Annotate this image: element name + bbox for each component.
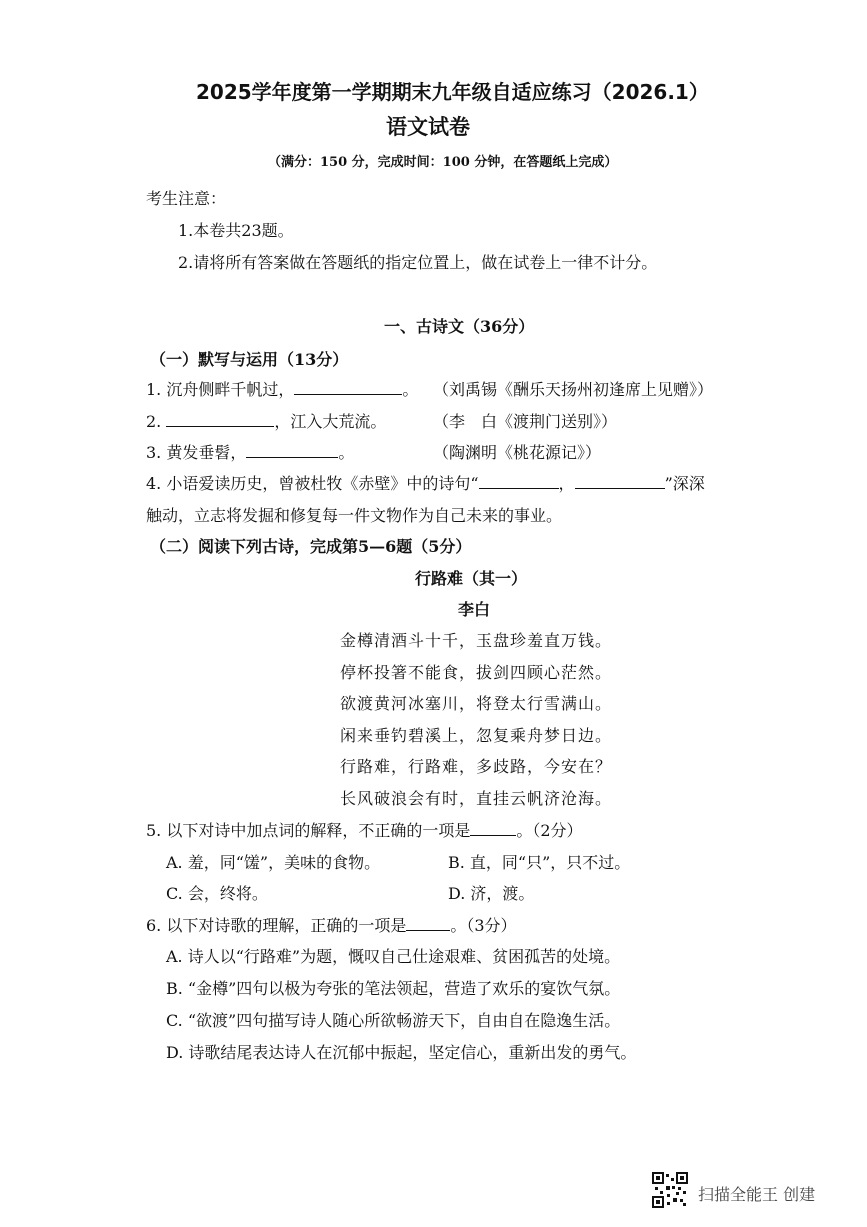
option-5a: A. 羞，同“馐”，美味的食物。: [166, 853, 381, 872]
option-6c: C. “欲渡”四句描写诗人随心所欲畅游天下，自由自在隐逸生活。: [166, 1011, 621, 1030]
notice-label: 考生注意：: [146, 189, 227, 208]
answer-blank-5: [470, 819, 516, 836]
option-5c: C. 会，终将。: [166, 884, 268, 903]
notice-item-1: 1.本卷共23题。: [178, 221, 294, 240]
qr-code-icon: [652, 1172, 688, 1208]
poem-line: 行路难，行路难，多歧路，今安在？: [340, 757, 613, 776]
exam-title: 2025学年度第一学期期末九年级自适应练习（2026.1）: [196, 80, 709, 104]
poem-author: 李白: [458, 600, 491, 619]
question-6: [146, 913, 517, 936]
poem-title: 行路难（其一）: [415, 569, 528, 588]
question-2-source: （李 白《渡荆门送别》）: [433, 412, 618, 431]
answer-blank-4a: [479, 472, 559, 489]
answer-blank-2: [166, 410, 274, 427]
question-3-source: （陶渊明《桃花源记》）: [433, 443, 602, 462]
question-1-source: （刘禹锡《酬乐天扬州初逢席上见赠》）: [433, 380, 714, 399]
part2-title: （二）阅读下列古诗，完成第5—6题（5分）: [150, 537, 472, 556]
question-6-stem: 6. 以下对诗歌的理解，正确的一项是: [146, 916, 407, 935]
exam-subtitle: 语文试卷: [386, 115, 470, 139]
question-2-text: ，江入大荒流。: [274, 412, 387, 431]
poem-line: 金樽清酒斗十千，玉盘珍羞直万钱。: [340, 631, 613, 650]
question-3-end: 。: [338, 443, 355, 462]
question-3-text: 3. 黄发垂髫，: [146, 443, 247, 462]
question-2-num: 2.: [146, 412, 162, 431]
question-5-score: 。（2分）: [516, 821, 583, 840]
scanner-watermark: 扫描全能王 创建: [698, 1185, 816, 1204]
question-4-end: ”深深: [664, 474, 705, 493]
poem-line: 闲来垂钓碧溪上，忽复乘舟梦日边。: [340, 726, 613, 745]
answer-blank-1: [294, 378, 402, 395]
question-3: [146, 440, 354, 463]
question-4-line2: 触动，立志将发掘和修复每一件文物作为自己未来的事业。: [146, 506, 563, 525]
question-1: [146, 377, 418, 400]
question-4-text: 4. 小语爱读历史，曾被杜牧《赤壁》中的诗句“: [146, 474, 479, 493]
question-1-text: 1. 沉舟侧畔千帆过，: [146, 380, 295, 399]
question-4: [146, 471, 705, 494]
option-6d: D. 诗歌结尾表达诗人在沉郁中振起，坚定信心，重新出发的勇气。: [166, 1043, 637, 1062]
notice-item-2: 2.请将所有答案做在答题纸的指定位置上，做在试卷上一律不计分。: [178, 253, 658, 272]
answer-blank-3: [246, 441, 338, 458]
question-5: [146, 818, 583, 841]
option-5d: D. 济，渡。: [448, 884, 535, 903]
part1-title: （一）默写与运用（13分）: [150, 350, 349, 369]
question-1-end: 。: [402, 380, 419, 399]
poem-line: 停杯投箸不能食，拔剑四顾心茫然。: [340, 663, 613, 682]
question-4-mid: ，: [558, 474, 575, 493]
section-title: 一、古诗文（36分）: [384, 317, 535, 336]
answer-blank-4b: [575, 472, 665, 489]
option-5b: B. 直，同“只”，只不过。: [448, 853, 631, 872]
poem-line: 欲渡黄河冰塞川，将登太行雪满山。: [340, 694, 613, 713]
exam-note: （满分：150 分，完成时间：100 分钟，在答题纸上完成）: [268, 155, 618, 170]
answer-blank-6: [406, 914, 450, 931]
poem-line: 长风破浪会有时，直挂云帆济沧海。: [340, 789, 613, 808]
question-5-stem: 5. 以下对诗中加点词的解释，不正确的一项是: [146, 821, 471, 840]
option-6b: B. “金樽”四句以极为夸张的笔法领起，营造了欢乐的宴饮气氛。: [166, 979, 621, 998]
option-6a: A. 诗人以“行路难”为题，慨叹自己仕途艰难、贫困孤苦的处境。: [166, 947, 621, 966]
question-6-score: 。（3分）: [450, 916, 517, 935]
question-2: [146, 409, 386, 432]
